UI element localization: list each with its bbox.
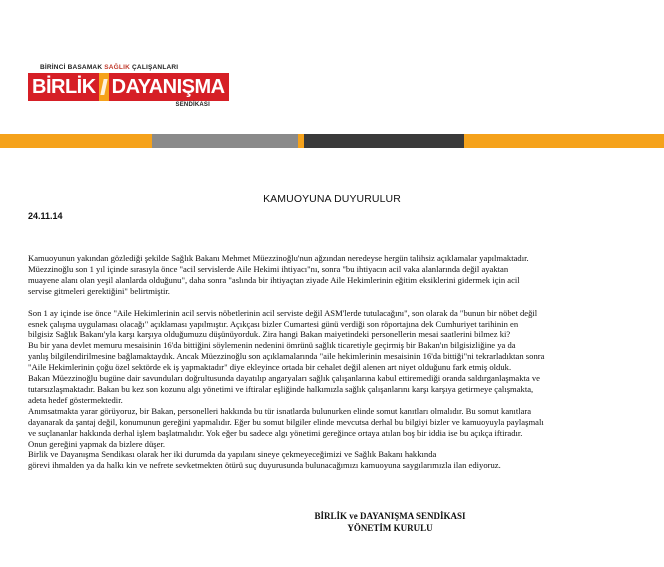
body-line: tutarsızlaşmaktadır. Bakan bu kez son kozunu algı yönetimi ve iftiralar eşliğinde halkımızla sağlık çalışanlarını karşı karşıya getirmeye çalışmakta, — [28, 383, 534, 394]
body-line: Bakan Müezzinoğlu bugüne dair savunduları doğrultusunda dayatılıp angaryaları sağlık çalışanlarına kabul ettiremediği oranda saldırganlaşmakta ve — [28, 373, 540, 384]
body-line: Birlik ve Dayanışma Sendikası olarak her iki durumda da yapılanı sineye çekmeyeceğimizi ve Sağlık Bakanı hakkında — [28, 449, 437, 460]
body-line: Anımsatmakta yarar görüyoruz, bir Bakan, personelleri hakkında bu tür isnatlarda bulunurken elinde somut kanıtları olmalıdır. Bu somut kanıtlara — [28, 405, 532, 416]
stripe-segment — [464, 134, 664, 148]
logo-tagline-prefix: BİRİNCİ BASAMAK — [40, 64, 103, 71]
body-line: görevi ihmalden ya da halkı kin ve nefrete sevketmekten ötürü suç duyurusunda bulunacağımızı kamuoyuna saygılarımızla ilan ediyoruz. — [28, 460, 501, 471]
body-line: Son 1 ay içinde ise önce "Aile Hekimlerinin acil servis nöbetlerinin acil serviste değil ASM'lerde tutulacağını", son olarak da "bunun bir nöbet değil — [28, 307, 538, 318]
stripe-segment — [0, 134, 152, 148]
union-logo — [28, 64, 225, 116]
logo-wordmark — [28, 73, 229, 101]
stripe-segment — [152, 134, 298, 148]
logo-word-birlik: BİRLİK — [28, 73, 99, 101]
logo-ribbon-icon — [99, 73, 109, 101]
body-line: servise gitmeleri gerektiğini" belirtmiştir. — [28, 285, 170, 296]
logo-tagline-suffix: ÇALIŞANLARI — [132, 64, 179, 71]
signature-board: YÖNETİM KURULU — [347, 523, 433, 533]
body-line: bilgisiz Sağlık Bakanı'yla karşı karşıya olduğumuzu düşünüyorduk. Zira hangi Bakan maiyetindeki personellerin mesai saatlerini bilmez ki? — [28, 329, 511, 340]
body-line: Kamuoyunun yakından gözlediği şekilde Sağlık Bakanı Mehmet Müezzinoğlu'nun ağzından neredeyse hergün talihsiz açıklamalar yapılmaktadır. — [28, 253, 529, 263]
body-line: esnek çalışma uygulaması olacağı" açıklaması yapılmıştır. Açıkçası bizler Cumartesi günü verdiği son röportajına dek Cumhuriyet tarihinin en — [28, 318, 519, 329]
paragraph-gap — [28, 297, 642, 308]
body-line: dayanarak da şantaj değil, konumunun gereğini yapmalıdır. Eğer bu somut bilgiler elinde mevcutsa derhal bu bilgiyi bizler ve kamuoyuyla paylaşmalı — [28, 416, 544, 427]
logo-tagline — [40, 64, 178, 71]
body-line: ve suçlananlar hakkında derhal işlem başlatmalıdır. Yok eğer bu sadece algı yönetimi gereğince ortaya atılan boş bir iddia ise bu açıkça iftiradır. — [28, 427, 523, 438]
body-line: muayene alanı olan yeşil alanlarda olduğunu", daha sonra "aslında bir ihtiyaçtan ziyade Aile Hekimlerinin eğitim eksiklerini gidermek için acil — [28, 274, 520, 285]
document-body — [28, 253, 642, 471]
body-line: Bu bir yana devlet memuru mesaisinin 16'da bittiğini söylemenin nedenini ömrünü sağlık ticaretiyle geçirmiş bir Bakan'ın bilgisizliğine ya da — [28, 340, 516, 351]
logo-tagline-accent: SAĞLIK — [104, 64, 131, 71]
logo-subtitle: SENDİKASI — [175, 102, 210, 108]
body-line: yanlış bilgilendirilmesine bağlamaktaydık. Ancak Müezzinoğlu son açıklamalarında "aile hekimlerinin mesaisinin 16'da bittiği"ni tekrarladıktan sonra — [28, 351, 545, 362]
body-line: Onun gereğini yapmak da bizlere düşer. — [28, 438, 165, 449]
color-stripe-bar — [0, 134, 664, 148]
body-line: "Aile Hekimlerinin çoğu özel sektörde ek iş yapmaktadır" diye ekleyince ortada bir cehalet değil alenen art niyet olduğunu fark etmiş olduk. — [28, 362, 512, 373]
logo-word-dayanisma: DAYANIŞMA — [109, 73, 229, 101]
signature-block — [270, 510, 510, 534]
signature-org: BİRLİK ve DAYANIŞMA SENDİKASI — [314, 511, 466, 521]
body-line: adeta hedef göstermektedir. — [28, 394, 123, 405]
stripe-segment — [304, 134, 464, 148]
document-title: KAMUOYUNA DUYURULUR — [263, 193, 401, 205]
body-line: Müezzinoğlu son 1 yıl içinde sırasıyla önce "acil servislerde Aile Hekimi ihtiyacı"nı, sonra "bu ihtiyacın acil vaka alanlarında değil ayaktan — [28, 263, 509, 274]
document-date: 24.11.14 — [28, 211, 63, 221]
